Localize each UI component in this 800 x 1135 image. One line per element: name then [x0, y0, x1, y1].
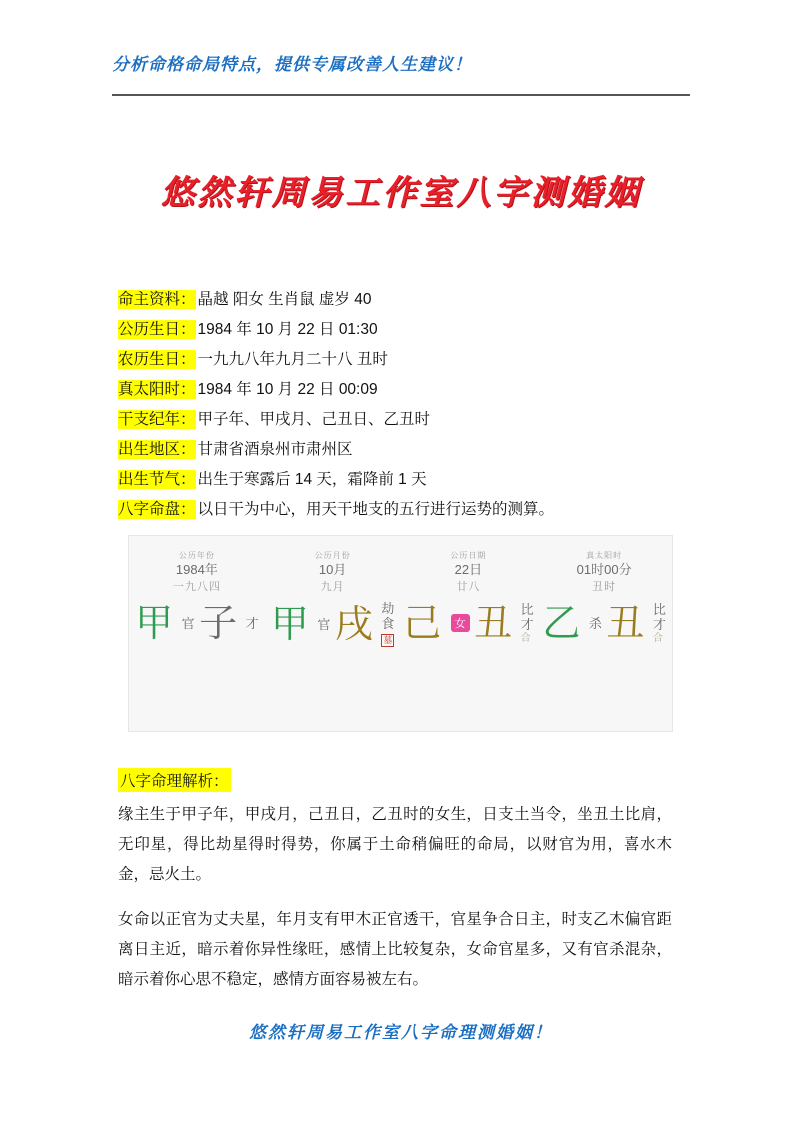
bazi-stem-mark: 官 [317, 616, 331, 632]
footer-signature: 悠然轩周易工作室八字命理测婚姻！ [249, 1023, 553, 1043]
info-row [118, 465, 688, 495]
bazi-branch-mark-2: 才 [520, 616, 534, 632]
bazi-stem-group [542, 601, 601, 645]
bazi-branch-box-mark: 墓 [383, 635, 393, 645]
bazi-branch-char: 丑 [474, 601, 513, 645]
info-label: 出生节气： [118, 471, 196, 488]
info-value: 晶越 阳女 生肖鼠 虚岁 40 [197, 291, 372, 308]
info-row [118, 315, 688, 345]
bazi-branch-marks [521, 602, 534, 645]
bazi-branch-char: 戌 [334, 602, 373, 646]
bazi-branch-char: 丑 [606, 601, 645, 645]
info-label: 真太阳时： [118, 381, 196, 398]
info-row [118, 345, 688, 375]
info-row [118, 285, 688, 315]
bazi-branch-marks [653, 602, 666, 645]
info-value: 1984 年 10 月 22 日 01:30 [197, 321, 378, 338]
bazi-branch-marks [246, 616, 259, 631]
bazi-branch-mark-2: 才 [652, 616, 666, 632]
bazi-col-lunar: 九月 [320, 581, 345, 593]
analysis-heading: 八字命理解析： [118, 768, 231, 792]
bazi-col-lunar: 廿八 [456, 581, 481, 593]
bazi-column-year [129, 536, 265, 731]
bazi-stem-marks [317, 617, 330, 632]
info-value: 一九九八年九月二十八 丑时 [197, 351, 388, 368]
bazi-column-hour [536, 536, 672, 731]
bazi-stem-marks [182, 616, 195, 631]
bazi-chart-panel [128, 535, 673, 732]
bazi-column-day [401, 536, 537, 731]
info-value: 1984 年 10 月 22 日 00:09 [197, 381, 378, 398]
bazi-branch-mark: 才 [245, 615, 259, 631]
analysis-paragraph-2: 女命以正官为丈夫星，年月支有甲木正官透干，官星争合日主，时支乙木偏官距离日主近，暗示着你异性缘旺，感情上比较复杂，女命官星多，又有官杀混杂，暗示着你心思不稳定，感情方面容易被左右。 [118, 911, 672, 988]
info-value: 以日干为中心，用天干地支的五行进行运势的测算。 [197, 501, 555, 518]
bazi-stem-marks [589, 616, 602, 631]
info-label: 命主资料： [118, 291, 196, 308]
bazi-col-solar: 22日 [454, 562, 483, 577]
bazi-col-solar: 01时00分 [576, 562, 632, 577]
info-row [118, 405, 688, 435]
bazi-branch-mark: 劫 [381, 601, 395, 616]
page-title: 悠然轩周易工作室八字测婚姻 [160, 173, 642, 213]
bazi-branch-mark-2: 食 [381, 616, 395, 631]
bazi-stem-mark: 杀 [588, 615, 602, 631]
header-divider [112, 94, 690, 96]
info-label: 出生地区： [118, 441, 196, 458]
bazi-col-caption: 公历月份 [314, 551, 351, 560]
bazi-stem-group [403, 601, 469, 645]
info-row [118, 375, 688, 405]
bazi-stem-char: 乙 [542, 601, 581, 645]
bazi-branch-marks [381, 601, 394, 647]
bazi-branch-mark: 比 [520, 601, 534, 617]
analysis-paragraph-1: 缘主生于甲子年，甲戌月，己丑日，乙丑时的女生，日支土当令，坐丑土比肩，无印星，得比劫星得时得势，你属于土命稍偏旺的命局，以财官为用，喜水木金，忌火土。 [118, 806, 672, 883]
bazi-col-caption: 公历年份 [178, 551, 215, 560]
bazi-col-lunar: 丑时 [592, 581, 617, 593]
bazi-branch-char: 子 [199, 601, 238, 645]
bazi-branch-mark: 比 [652, 601, 666, 617]
bazi-stem-mark: 官 [181, 615, 195, 631]
info-value: 甲子年、甲戌月、己丑日、乙丑时 [197, 411, 431, 428]
bazi-stem-char: 甲 [135, 601, 174, 645]
bazi-branch-group [335, 601, 394, 647]
bazi-col-lunar: 一九八四 [172, 581, 221, 593]
info-label: 干支纪年： [118, 411, 196, 428]
bazi-branch-group [199, 601, 258, 645]
header-slogan: 分析命格命局特点，提供专属改善人生建议！ [112, 55, 472, 75]
info-label: 公历生日： [118, 321, 196, 338]
bazi-stem-char: 己 [403, 601, 442, 645]
bazi-col-solar: 1984年 [175, 562, 218, 577]
info-value: 出生于寒露后 14 天，霜降前 1 天 [197, 471, 427, 488]
bazi-col-caption: 真太阳时 [586, 551, 623, 560]
info-value: 甘肃省酒泉州市肃州区 [197, 441, 353, 458]
bazi-branch-group [606, 601, 665, 645]
bazi-col-caption: 公历日期 [450, 551, 487, 560]
bazi-column-month [265, 536, 401, 731]
bazi-stem-char: 甲 [270, 602, 309, 646]
info-label: 八字命盘： [118, 501, 196, 518]
info-label: 农历生日： [118, 351, 196, 368]
bazi-stem-group [135, 601, 194, 645]
bazi-branch-bottom-mark: 合 [652, 632, 663, 644]
day-master-badge: 女 [451, 614, 470, 632]
bazi-branch-bottom-mark: 合 [520, 632, 531, 644]
bazi-stem-group [271, 602, 330, 646]
info-row [118, 495, 688, 525]
info-row [118, 435, 688, 465]
subject-info-block [118, 285, 688, 525]
bazi-branch-group [474, 601, 533, 645]
bazi-col-solar: 10月 [318, 562, 347, 577]
